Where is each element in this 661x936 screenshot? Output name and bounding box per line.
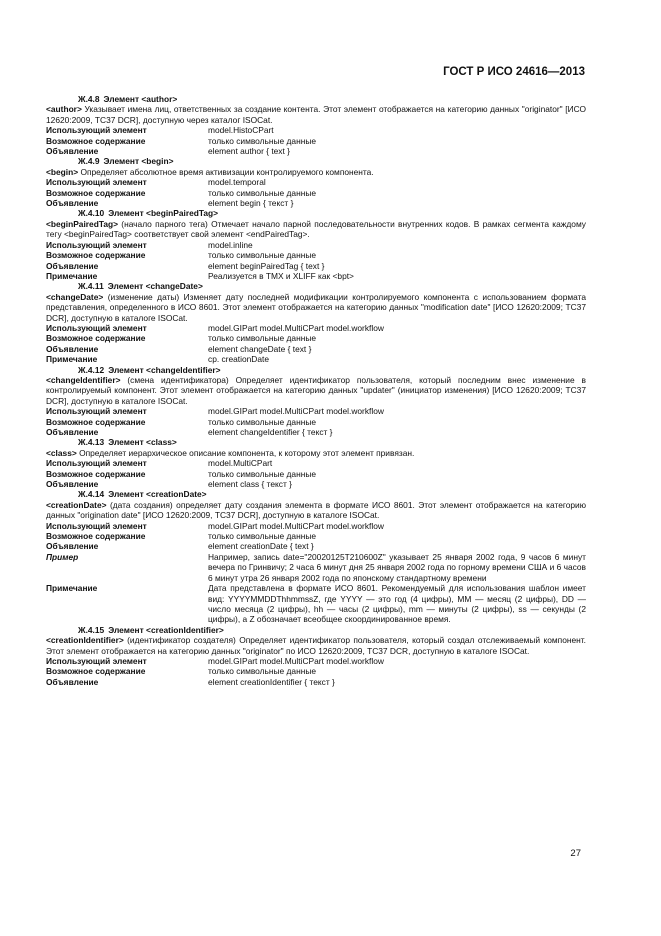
element-section [46,437,586,489]
section-title: Элемент <begin> [103,156,174,167]
section-description [46,375,586,406]
property-row [46,136,586,146]
property-label: Примечание [46,354,98,365]
section-description [46,635,586,656]
property-row [46,427,586,437]
property-value: element author { text } [208,146,290,157]
property-label: Использующий элемент [46,322,147,333]
section-number: Ж.4.12 [78,364,105,375]
section-heading [46,156,586,166]
section-heading [46,281,586,291]
property-row [46,666,586,676]
property-label: Возможное содержание [46,333,146,344]
section-heading [46,365,586,375]
property-value: model.GIPart model.MultiCPart model.workflow [208,322,384,333]
section-description [46,104,586,125]
property-row [46,146,586,156]
property-row [46,198,586,208]
element-section [46,365,586,438]
section-description [46,219,586,240]
section-description [46,448,586,458]
element-tag: <class> [46,447,77,458]
property-row [46,406,586,416]
section-number: Ж.4.14 [78,489,105,500]
standard-header: ГОСТ Р ИСО 24616—2013 [443,66,585,78]
description-text: Определяет абсолютное время активизации контролируемого компонента. [78,166,374,177]
section-title: Элемент <class> [108,437,177,448]
description-text: (смена идентификатора) Определяет идентификатор пользователя, который последним внес изменение в контролируемый компонент. Этот элемент отображается на категорию данных "updater" (инициатор изменения) [ИСО 12620:2009; TC37 DCR], доступную в каталоге ISOCat. [46,374,586,406]
property-value: только символьные данные [208,135,317,146]
property-value: Например, запись date="20020125T210600Z" указывает 25 января 2002 года, 9 часов 6 минут вечера по Гринвичу; 2 часа 6 минут дня 25 января 2002 года по горному времени США и 6 часов 6 минут утра 26 января 2002 года по японскому стандартному времени [208,551,586,583]
section-title: Элемент <beginPairedTag> [108,208,219,219]
property-value: ср. creationDate [208,354,269,365]
property-row [46,541,586,551]
property-label: Объявление [46,479,99,490]
property-label: Объявление [46,260,99,271]
property-row [46,271,586,281]
section-title: Элемент <author> [103,94,178,104]
section-heading [46,489,586,499]
property-row [46,354,586,364]
property-value: model.GIPart model.MultiCPart model.workflow [208,520,384,531]
property-row [46,344,586,354]
property-label: Возможное содержание [46,416,146,427]
property-label: Примечание [46,583,98,594]
description-text: (идентификатор создателя) Определяет идентификатор пользователя, который создал отслеживаемый компонент. Этот элемент отображается на категорию данных "originator" по ИСО 12620:2009, TC37 DCR, доступную в каталоге ISOCat. [46,635,586,656]
section-number: Ж.4.13 [78,437,105,448]
section-description [46,500,586,521]
property-label: Возможное содержание [46,531,146,542]
property-row [46,250,586,260]
page-number: 27 [570,848,581,859]
property-row [46,333,586,343]
element-section [46,281,586,364]
property-value: model.GIPart model.MultiCPart model.workflow [208,655,384,666]
property-value: Реализуется в TMX и XLIFF как <bpt> [208,270,354,281]
property-label: Пример [46,551,79,562]
section-number: Ж.4.9 [78,156,100,167]
property-row [46,177,586,187]
property-value: только символьные данные [208,250,317,261]
property-row [46,469,586,479]
property-label: Возможное содержание [46,135,146,146]
property-label: Объявление [46,198,99,209]
description-text: (дата создания) определяет дату создания элемента в формате ИСО 8601. Этот элемент отображается на категорию данных "origination date" [ИСО 12620:2009, TC37 DCR], доступную в каталоге ISOCat. [46,499,586,521]
property-value: element creationDate { text } [208,541,314,552]
section-description [46,292,586,323]
property-value: element changeIdentifier { текст } [208,427,333,437]
property-value: только символьные данные [208,333,317,344]
property-value: model.MultiCPart [208,458,273,469]
property-row [46,417,586,427]
property-row [46,261,586,271]
property-label: Возможное содержание [46,187,146,198]
property-row [46,677,586,687]
description-text: (начало парного тега) Отмечает начало парной последовательности внутренних кодов. В рамках сегмента каждому тегу <beginPairedTag> соответствует свой элемент <endPairedTag>. [46,218,586,240]
property-value: model.inline [208,239,253,250]
section-title: Элемент <creationDate> [108,489,207,500]
property-label: Объявление [46,427,99,437]
property-value: element changeDate { text } [208,343,312,354]
property-row [46,521,586,531]
property-label: Использующий элемент [46,458,147,469]
property-value: только символьные данные [208,531,317,542]
property-label: Использующий элемент [46,125,147,136]
property-label: Объявление [46,676,99,687]
property-value: только символьные данные [208,416,317,427]
element-tag: <begin> [46,166,79,177]
section-title: Элемент <creationIdentifier> [108,624,224,635]
property-value: element creationIdentifier { текст } [208,676,335,687]
property-row [46,531,586,541]
description-text: Определяет иерархическое описание компонента, к которому этот элемент привязан. [76,447,415,458]
property-value: model.GIPart model.MultiCPart model.workflow [208,406,384,417]
section-heading [46,437,586,447]
property-value: element beginPairedTag { text } [208,260,325,271]
property-row [46,583,586,625]
property-row [46,125,586,135]
property-label: Возможное содержание [46,666,146,677]
description-text: (изменение даты) Изменяет дату последней модификации контролируемого компонента с использованием формата представления, определенного в ИСО 8601. Этот элемент отображается на категорию данных "modification date" [ИСО 12620:2009; TC37 DCR], доступную в каталоге ISOCat. [46,291,586,323]
property-value: element begin { текст } [208,198,294,209]
section-description [46,167,586,177]
section-number: Ж.4.15 [78,624,105,635]
document-body [46,94,586,687]
section-title: Элемент <changeDate> [107,281,203,292]
property-value: только символьные данные [208,468,317,479]
property-label: Использующий элемент [46,406,147,417]
element-section [46,208,586,281]
element-tag: <beginPairedTag> [46,218,118,229]
property-label: Использующий элемент [46,239,147,250]
element-section [46,625,586,687]
property-value: model.HistoCPart [208,125,274,136]
property-label: Объявление [46,146,99,157]
property-row [46,552,586,583]
element-tag: <changeDate> [46,291,104,302]
property-row [46,240,586,250]
section-heading [46,625,586,635]
property-value: Дата представлена в формате ИСО 8601. Рекомендуемый для использования шаблон имеет вид: YYYYMMDDThhmmssZ, где YYYY — это год (4 цифры), MM — месяц (2 цифры), DD — число месяца (2 цифры), hh — часы (2 цифры), mm — минуты (2 цифры), ss — секунды (2 цифры), а Z обозначает всеобщее скоординированное время. [208,583,586,625]
property-label: Использующий элемент [46,520,147,531]
section-title: Элемент <changeIdentifier> [108,364,221,375]
element-tag: <creationIdentifier> [46,635,124,646]
property-row [46,479,586,489]
property-label: Возможное содержание [46,250,146,261]
element-tag: <author> [46,104,82,115]
property-row [46,656,586,666]
element-section [46,94,586,156]
property-row [46,458,586,468]
property-label: Использующий элемент [46,177,147,188]
section-heading [46,94,586,104]
property-label: Примечание [46,270,98,281]
property-row [46,323,586,333]
description-text: Указывает имена лиц, ответственных за создание контента. Этот элемент отображается на категорию данных "originator" [ИСО 12620:2009, TC37 DCR], доступную через каталог ISOCat. [46,104,586,125]
property-value: только символьные данные [208,666,317,677]
property-value: model.temporal [208,177,266,188]
element-section [46,156,586,208]
element-tag: <creationDate> [46,499,107,510]
section-number: Ж.4.8 [78,94,100,104]
element-tag: <changeIdentifier> [46,374,121,385]
element-section [46,489,586,624]
property-value: element class { текст } [208,479,292,490]
property-label: Объявление [46,541,99,552]
property-row [46,188,586,198]
section-heading [46,208,586,218]
section-number: Ж.4.11 [78,281,104,292]
property-label: Возможное содержание [46,468,146,479]
property-value: только символьные данные [208,187,317,198]
section-number: Ж.4.10 [78,208,105,219]
property-label: Использующий элемент [46,655,147,666]
property-label: Объявление [46,343,99,354]
